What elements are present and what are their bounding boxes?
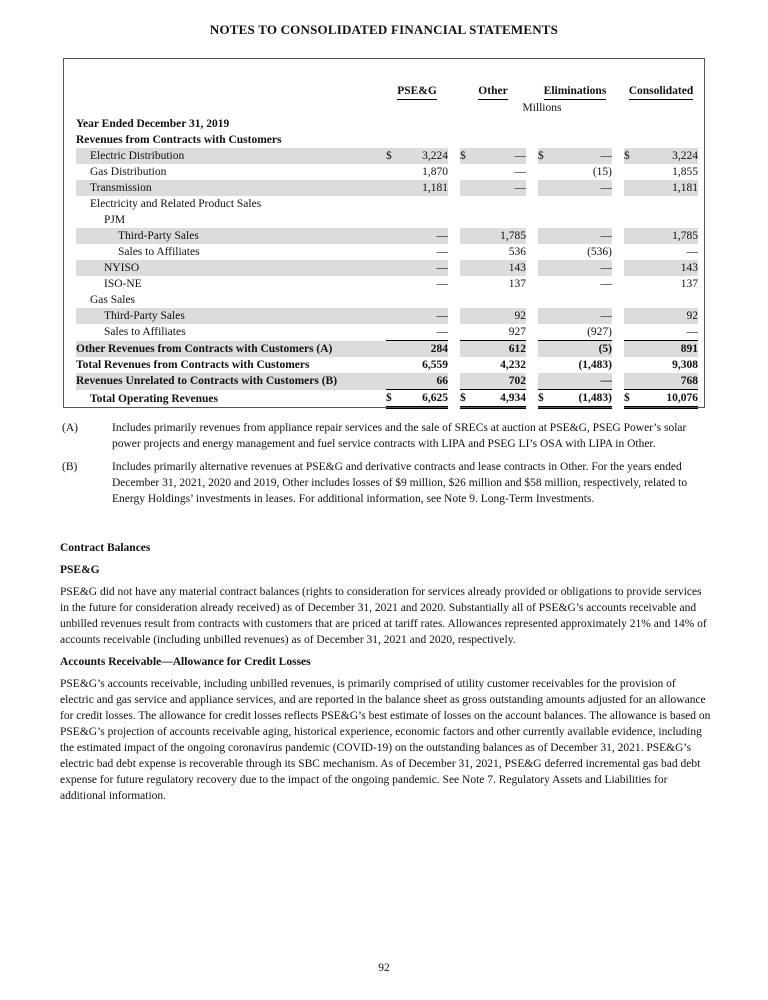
currency-symbol (386, 180, 408, 196)
currency-symbol (624, 212, 640, 228)
cell-value (554, 292, 612, 308)
contract-balances-heading: Contract Balances (60, 542, 151, 554)
table-row (76, 228, 698, 244)
cell-value (408, 292, 448, 308)
cell-value (476, 196, 526, 212)
currency-symbol (624, 260, 640, 276)
currency-symbol (460, 228, 476, 244)
footnote-text: Includes primarily alternative revenues at PSE&G and derivative contracts and lease contracts in Other. For the years ended December 31, 2021, 2020 and 2019, Other includes losses of $9 million, $26 million and $58 million, respectively, related to Energy Holdings’ investments in leases. For additional information, see Note 9. Long-Term Investments. (112, 461, 688, 505)
cell-value: 3,224 (408, 148, 448, 164)
cell-value: — (436, 278, 448, 290)
row-label: Transmission (76, 180, 386, 196)
row-label: Gas Distribution (90, 166, 167, 178)
currency-symbol (460, 373, 476, 390)
footnotes (60, 420, 710, 514)
section-label: Revenues from Contracts with Customers (76, 134, 282, 146)
footnote-marker: (A) (62, 422, 78, 434)
currency-symbol (538, 341, 554, 358)
currency-symbol (624, 341, 640, 358)
cell-value: (536) (587, 246, 612, 258)
currency-symbol (460, 180, 476, 196)
currency-symbol (538, 260, 554, 276)
page-title: NOTES TO CONSOLIDATED FINANCIAL STATEMENTS (209, 22, 559, 37)
currency-symbol (538, 228, 554, 244)
currency-symbol (386, 244, 408, 260)
currency-symbol (538, 308, 554, 324)
cell-value (476, 212, 526, 228)
cell-value: — (408, 228, 448, 244)
cell-value: 284 (408, 341, 448, 358)
currency-symbol (386, 212, 408, 228)
cell-value: (927) (587, 326, 612, 338)
cell-value: 9,308 (672, 359, 698, 371)
currency-symbol (624, 228, 640, 244)
cell-value: 1,785 (476, 228, 526, 244)
cell-value (640, 292, 698, 308)
cell-value: 702 (476, 373, 526, 390)
table-row (76, 196, 698, 212)
cell-value: 1,181 (408, 180, 448, 196)
cell-value: — (436, 326, 448, 338)
cell-value: — (408, 260, 448, 276)
currency-symbol (624, 276, 640, 292)
currency-symbol (538, 292, 554, 308)
cell-value: — (686, 246, 698, 258)
currency-symbol (538, 164, 554, 180)
footnote-a (60, 420, 710, 452)
currency-symbol (624, 244, 640, 260)
table-row (76, 212, 698, 228)
revenue-table-box (63, 58, 705, 408)
row-label: Total Revenues from Contracts with Customers (76, 359, 310, 371)
cell-value: 4,934 (476, 390, 526, 408)
cell-value (554, 212, 612, 228)
currency-symbol (460, 341, 476, 358)
table-row (76, 292, 698, 308)
row-label: Sales to Affiliates (118, 246, 200, 258)
col-header-other: Other (460, 83, 526, 100)
body-text (60, 540, 712, 810)
cell-value: — (408, 308, 448, 324)
cell-value: 1,870 (422, 166, 448, 178)
footnote-b (60, 459, 710, 507)
cell-value: 92 (640, 308, 698, 324)
cell-value: — (554, 180, 612, 196)
currency-symbol: $ (386, 390, 408, 408)
table-row (76, 373, 698, 390)
currency-symbol (386, 373, 408, 390)
cell-value (476, 292, 526, 308)
currency-symbol (460, 212, 476, 228)
cell-value: 6,625 (408, 390, 448, 408)
row-label: ISO-NE (104, 278, 142, 290)
cell-value: 3,224 (640, 148, 698, 164)
pseg-paragraph: PSE&G did not have any material contract balances (rights to consideration for services already provided or obligations to provide services in the future for consideration already received) as of December 31, 2021 and 2020. Substantially all of PSE&G’s accounts receivable and unbilled revenues result from contracts with customers that are priced at tariff rates. Allowances represented approximately 21% and 14% of accounts receivable (including unbilled revenues) as of December 31, 2021 and 2020, respectively. (60, 586, 707, 646)
row-label: Gas Sales (90, 294, 136, 306)
cell-value: 137 (508, 278, 526, 290)
col-header-eliminations: Eliminations (538, 83, 612, 100)
currency-symbol (460, 292, 476, 308)
cell-value: — (554, 228, 612, 244)
currency-symbol (538, 357, 554, 373)
cell-value: 612 (476, 341, 526, 358)
currency-symbol (624, 196, 640, 212)
col-header-consolidated: Consolidated (624, 83, 698, 100)
cell-value: 66 (408, 373, 448, 390)
cell-value: — (514, 166, 526, 178)
currency-symbol (460, 260, 476, 276)
currency-symbol (538, 324, 554, 341)
currency-symbol: $ (538, 390, 554, 408)
units-label: Millions (522, 102, 562, 114)
page-number: 92 (378, 962, 390, 974)
row-label: Third-Party Sales (76, 228, 386, 244)
currency-symbol: $ (460, 148, 476, 164)
table-row (76, 244, 698, 260)
row-label: Total Operating Revenues (90, 392, 218, 405)
currency-symbol (538, 276, 554, 292)
cell-value: 92 (476, 308, 526, 324)
cell-value (554, 196, 612, 212)
cell-value: — (686, 326, 698, 338)
cell-value: 10,076 (640, 390, 698, 408)
cell-value: — (600, 278, 612, 290)
table-row (76, 324, 698, 341)
currency-symbol (624, 164, 640, 180)
cell-value: 1,181 (640, 180, 698, 196)
cell-value (408, 212, 448, 228)
cell-value: — (554, 308, 612, 324)
cell-value: — (436, 246, 448, 258)
currency-symbol (538, 244, 554, 260)
currency-symbol (386, 341, 408, 358)
row-label: Electricity and Related Product Sales (90, 198, 262, 210)
cell-value: (15) (592, 166, 612, 178)
currency-symbol: $ (538, 148, 554, 164)
ar-heading: Accounts Receivable—Allowance for Credit Losses (60, 656, 311, 668)
cell-value (640, 196, 698, 212)
cell-value (408, 196, 448, 212)
currency-symbol (624, 308, 640, 324)
currency-symbol (538, 373, 554, 390)
revenue-table (76, 83, 698, 409)
currency-symbol (386, 260, 408, 276)
currency-symbol (386, 196, 408, 212)
cell-value: 143 (640, 260, 698, 276)
table-row (76, 390, 698, 408)
currency-symbol (538, 180, 554, 196)
table-row (76, 180, 698, 196)
cell-value: 536 (508, 246, 526, 258)
currency-symbol (624, 292, 640, 308)
ar-paragraph: PSE&G’s accounts receivable, including unbilled revenues, is primarily comprised of utility customer receivables for the provision of electric and gas service and appliance services, and are reported in the balance sheet as gross outstanding amounts adjusted for an allowance for credit losses. The allowance for credit losses reflects PSE&G’s best estimate of losses on the account balances. The allowance is based on PSE&G’s projection of accounts receivable aging, historical experience, economic factors and other currently available evidence, including the estimated impact of the ongoing coronavirus pandemic (COVID-19) on the outstanding balances as of December 31, 2021. PSE&G’s electric bad debt expense is recoverable through its SBC mechanism. As of December 31, 2021, PSE&G deferred incremental gas bad debt expense for future regulatory recovery due to the impact of the ongoing pandemic. See Note 7. Regulatory Assets and Liabilities for additional information. (60, 678, 711, 802)
currency-symbol: $ (386, 148, 408, 164)
currency-symbol (624, 357, 640, 373)
cell-value: 6,559 (422, 359, 448, 371)
currency-symbol (538, 196, 554, 212)
table-row (76, 276, 698, 292)
currency-symbol (386, 164, 408, 180)
cell-value: — (554, 148, 612, 164)
footnote-marker: (B) (62, 461, 78, 473)
cell-value: 4,232 (500, 359, 526, 371)
cell-value: 927 (508, 326, 526, 338)
row-label: Revenues Unrelated to Contracts with Customers (B) (76, 373, 386, 390)
currency-symbol (386, 228, 408, 244)
currency-symbol (460, 308, 476, 324)
currency-symbol (386, 308, 408, 324)
table-row (76, 148, 698, 164)
currency-symbol (460, 244, 476, 260)
cell-value: (5) (554, 341, 612, 358)
cell-value: (1,483) (578, 359, 612, 371)
row-label: Third-Party Sales (76, 308, 386, 324)
row-label: Sales to Affiliates (104, 326, 186, 339)
cell-value: 1,855 (672, 166, 698, 178)
currency-symbol (386, 324, 408, 341)
currency-symbol (386, 292, 408, 308)
cell-value: — (476, 180, 526, 196)
currency-symbol (624, 180, 640, 196)
currency-symbol: $ (624, 390, 640, 408)
cell-value: 1,785 (640, 228, 698, 244)
table-row (76, 341, 698, 358)
currency-symbol (538, 212, 554, 228)
row-label: PJM (104, 214, 126, 226)
col-header-pseg: PSE&G (386, 83, 448, 100)
table-row (76, 308, 698, 324)
currency-symbol (460, 276, 476, 292)
currency-symbol (460, 164, 476, 180)
cell-value: — (554, 373, 612, 390)
row-label: Other Revenues from Contracts with Customers (A) (76, 341, 386, 358)
table-row (76, 164, 698, 180)
currency-symbol (386, 276, 408, 292)
currency-symbol (386, 357, 408, 373)
currency-symbol (460, 357, 476, 373)
cell-value: — (554, 260, 612, 276)
cell-value: 143 (476, 260, 526, 276)
cell-value: 137 (680, 278, 698, 290)
cell-value: 768 (640, 373, 698, 390)
table-row (76, 357, 698, 373)
currency-symbol: $ (624, 148, 640, 164)
cell-value: (1,483) (554, 390, 612, 408)
row-label: Electric Distribution (76, 148, 386, 164)
table-row (76, 260, 698, 276)
currency-symbol (460, 324, 476, 341)
row-label: NYISO (76, 260, 386, 276)
cell-value: — (476, 148, 526, 164)
footnote-text: Includes primarily revenues from appliance repair services and the sale of SRECs at auction at PSE&G, PSEG Power’s solar power projects and energy management and fuel service contracts with LIPA and PSEG LI’s OSA with LIPA in Other. (112, 422, 687, 450)
currency-symbol (624, 373, 640, 390)
pseg-heading: PSE&G (60, 564, 100, 576)
currency-symbol: $ (460, 390, 476, 408)
currency-symbol (460, 196, 476, 212)
period-label: Year Ended December 31, 2019 (76, 118, 230, 130)
currency-symbol (624, 324, 640, 341)
cell-value: 891 (640, 341, 698, 358)
cell-value (640, 212, 698, 228)
